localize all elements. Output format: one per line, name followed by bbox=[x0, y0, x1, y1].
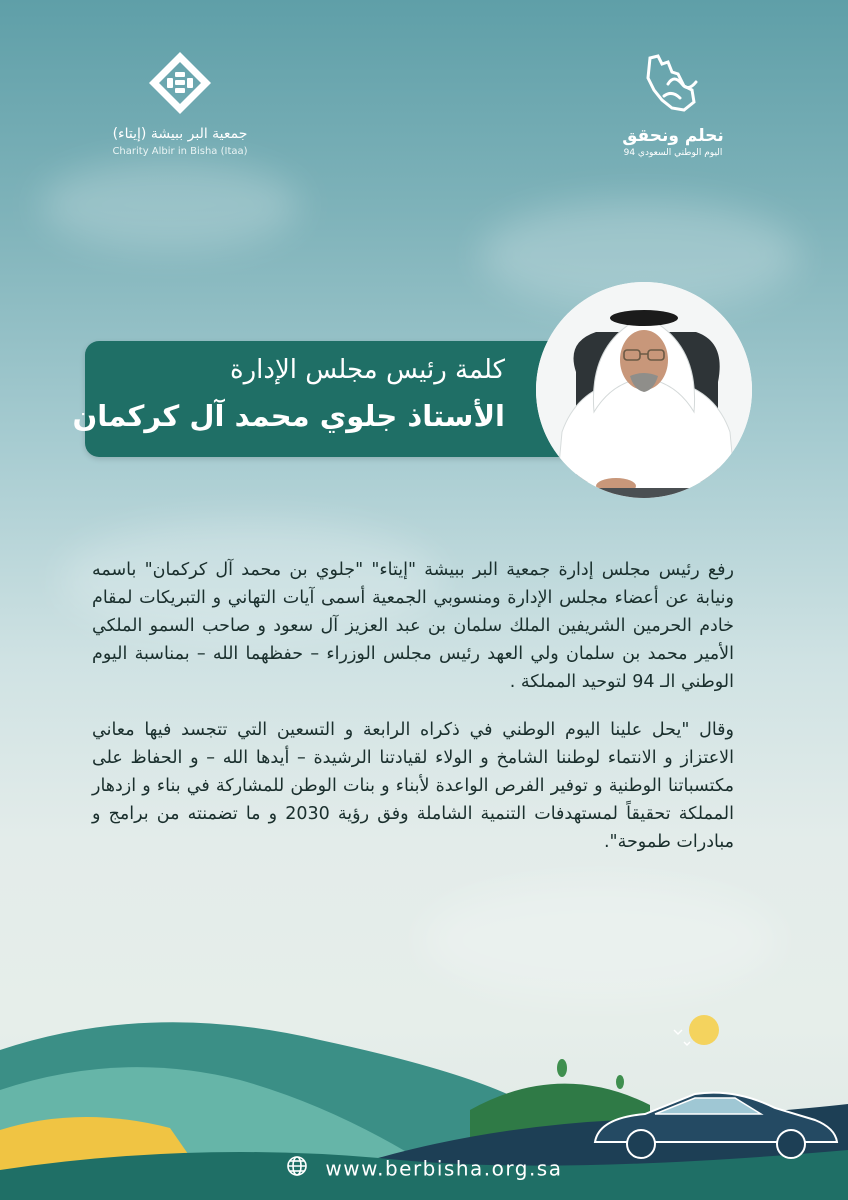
statement-paragraph-2: وقال "يحل علينا اليوم الوطني في ذكراه الرابعة و التسعين التي تتجسد فيها معاني الاعتزاز و الانتماء لوطننا الشامخ و الولاء لقيادتنا الرشيدة – أيدها الله – و الحفاظ على مكتسباتنا الوطنية و توفير الفرص الواعدة لأبناء و بنات الوطن للمشاركة في بناء و ازدهار المملكة تحقيقاً لمستهدفات التنمية الشاملة وفق رؤية 2030 و ما تضمنته من برامج و مبادرات طموحة". bbox=[92, 720, 734, 852]
banner-name: الأستاذ جلوي محمد آل كركمان bbox=[72, 399, 505, 433]
website-row bbox=[0, 1155, 848, 1182]
chairman-portrait bbox=[536, 282, 752, 498]
sun-icon bbox=[689, 1015, 719, 1045]
globe-icon bbox=[286, 1155, 308, 1182]
charity-logo-icon bbox=[145, 48, 215, 118]
org-name-english: Charity Albir in Bisha (Itaa) bbox=[112, 146, 248, 157]
banner-title: كلمة رئيس مجلس الإدارة bbox=[229, 355, 505, 385]
national-day-logo-icon bbox=[628, 50, 718, 120]
national-day-logo bbox=[598, 50, 748, 158]
charity-logo bbox=[110, 48, 250, 157]
title-banner bbox=[72, 341, 590, 457]
national-day-caption: اليوم الوطني السعودي 94 bbox=[623, 148, 723, 158]
slogan: نحلم ونحقق bbox=[622, 126, 724, 146]
org-name-arabic: جمعية البر ببيشة (إيتاء) bbox=[112, 126, 248, 142]
statement-paragraph-1: رفع رئيس مجلس إدارة جمعية البر ببيشة "إيتاء" "جلوي بن محمد آل كركمان" باسمه ونيابة عن أعضاء مجلس الإدارة ومنسوبي الجمعية أسمى آيات التهاني و التبريكات لمقام خادم الحرمين الشريفين الملك سلمان بن عبد العزيز آل سعود و صاحب السمو الملكي الأمير محمد بن سلمان ولي العهد رئيس مجلس الوزراء – حفظهما الله – بمناسبة اليوم الوطني الـ 94 لتوحيد المملكة . bbox=[92, 560, 734, 692]
website-link[interactable]: www.berbisha.org.sa bbox=[325, 1156, 563, 1181]
statement-body bbox=[92, 556, 734, 876]
